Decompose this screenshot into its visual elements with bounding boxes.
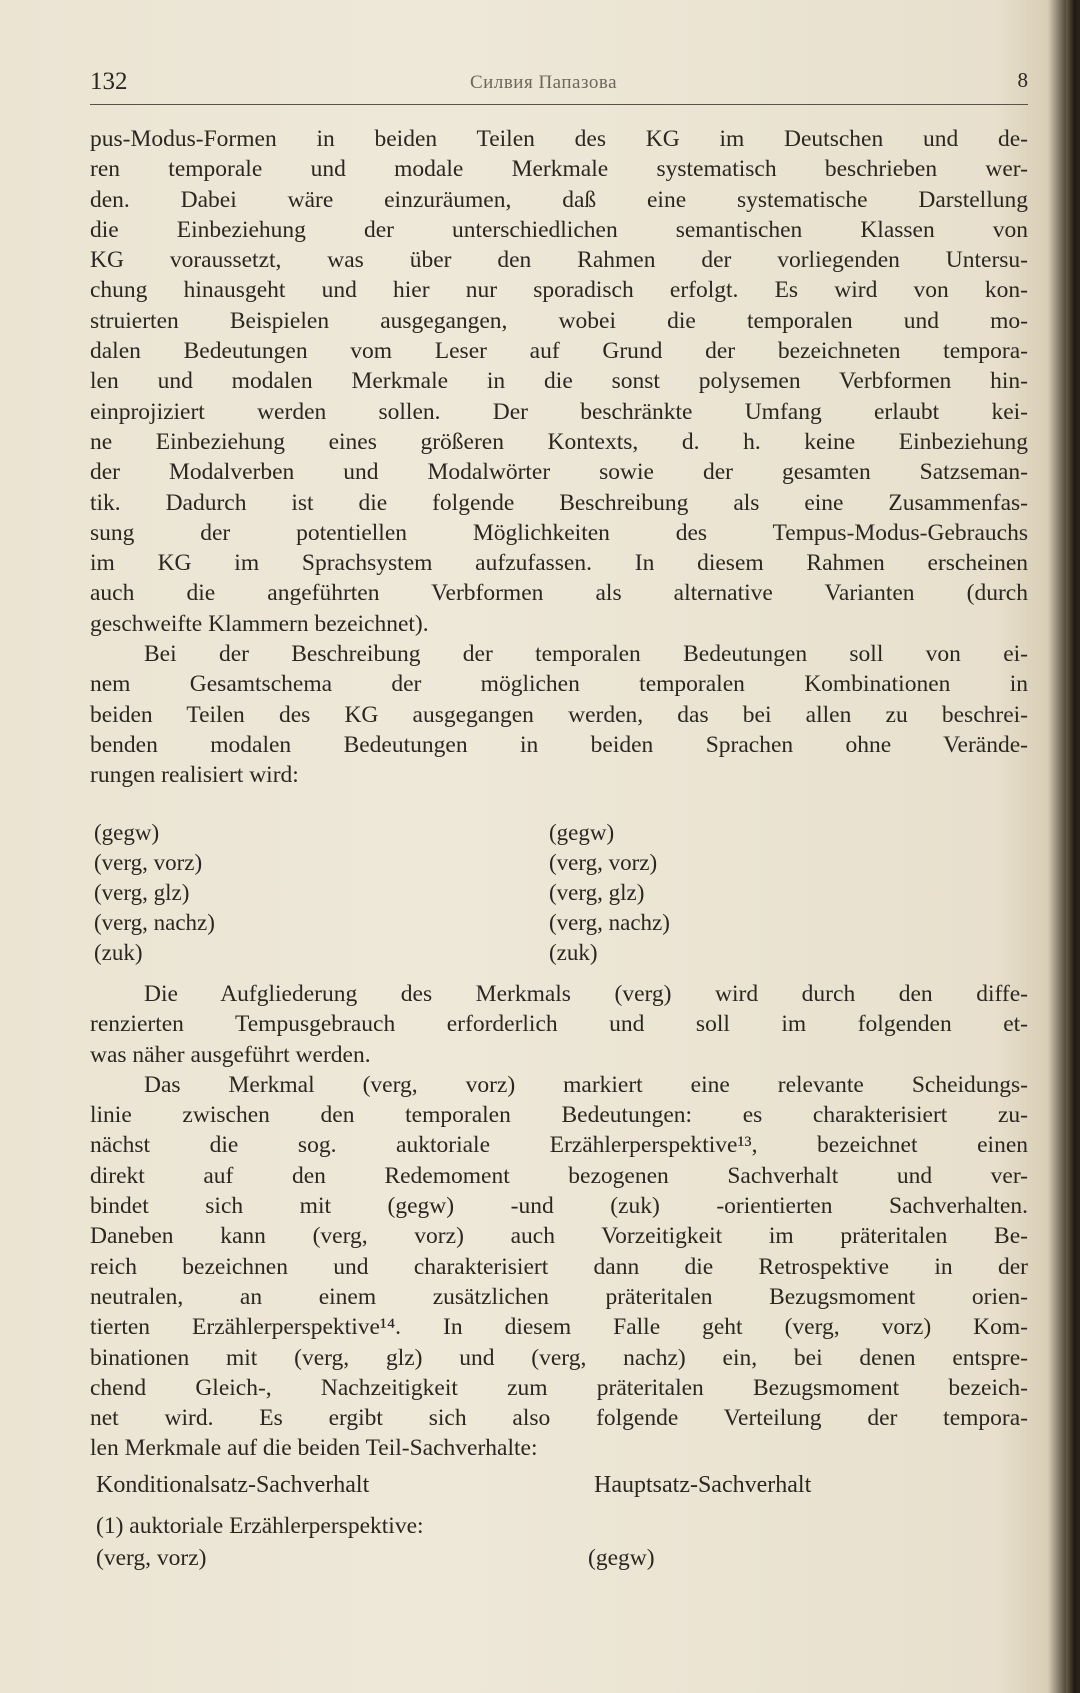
- paragraph-1: [90, 124, 1028, 639]
- paragraph-4: [90, 1070, 1028, 1464]
- scheme-left-item: (gegw): [94, 820, 160, 845]
- text-line: tik. Dadurch ist die folgende Beschreibung als eine Zusammenfas-: [90, 489, 1028, 516]
- paragraph-2: [90, 639, 1028, 790]
- item-1-left-value: (verg, vorz): [96, 1545, 207, 1571]
- text-line: len Merkmale auf die beiden Teil-Sachverhalte:: [90, 1435, 538, 1462]
- text-line: linie zwischen den temporalen Bedeutungen: es charakterisiert zu-: [90, 1102, 1028, 1129]
- text-line: chung hinausgeht und hier nur sporadisch erfolgt. Es wird von kon-: [90, 277, 1028, 304]
- text-line: reich bezeichnen und charakterisiert dann die Retrospektive in der: [90, 1253, 1028, 1280]
- text-line: im KG im Sprachsystem aufzufassen. In diesem Rahmen erscheinen: [90, 550, 1028, 577]
- text-line: rungen realisiert wird:: [90, 762, 299, 789]
- text-line: renzierten Tempusgebrauch erforderlich und soll im folgenden et-: [90, 1011, 1028, 1038]
- paragraph-3: [90, 979, 1028, 1070]
- text-line: pus-Modus-Formen in beiden Teilen des KG im Deutschen und de-: [90, 126, 1028, 152]
- text-line: Daneben kann (verg, vorz) auch Vorzeitigkeit im präteritalen Be-: [90, 1223, 1028, 1250]
- text-line: tierten Erzählerperspektive¹⁴. In diesem Falle geht (verg, vorz) Kom-: [90, 1314, 1028, 1341]
- text-line: beiden Teilen des KG ausgegangen werden, das bei allen zu beschrei-: [90, 701, 1028, 728]
- text-line: den. Dabei wäre einzuräumen, daß eine systematische Darstellung: [90, 186, 1028, 213]
- text-line: geschweifte Klammern bezeichnet).: [90, 610, 429, 637]
- text-line: Die Aufgliederung des Merkmals (verg) wird durch den diffe-: [144, 981, 1028, 1007]
- text-line: der Modalverben und Modalwörter sowie der gesamten Satzseman-: [90, 459, 1028, 486]
- text-line: bindet sich mit (gegw) -und (zuk) -orientierten Sachverhalten.: [90, 1193, 1028, 1220]
- text-line: dalen Bedeutungen vom Leser auf Grund der bezeichneten tempora-: [90, 338, 1028, 365]
- text-line: ren temporale und modale Merkmale systematisch beschrieben wer-: [90, 156, 1028, 183]
- text-line: Das Merkmal (verg, vorz) markiert eine relevante Scheidungs-: [144, 1071, 1028, 1098]
- body-text-2: [90, 979, 1028, 1464]
- text-line: die Einbeziehung der unterschiedlichen semantischen Klassen von: [90, 216, 1028, 243]
- text-line: einprojiziert werden sollen. Der beschränkte Umfang erlaubt kei-: [90, 398, 1028, 425]
- text-line: struierten Beispielen ausgegangen, wobei die temporalen und mo-: [90, 307, 1028, 334]
- text-line: auch die angeführten Verbformen als alternative Varianten (durch: [90, 580, 1028, 607]
- text-line: chend Gleich-, Nachzeitigkeit zum präteritalen Bezugsmoment bezeich-: [90, 1374, 1028, 1401]
- text-line: sung der potentiellen Möglichkeiten des Tempus-Modus-Gebrauchs: [90, 519, 1028, 546]
- text-line: Bei der Beschreibung der temporalen Bedeutungen soll von ei-: [144, 641, 1028, 668]
- page-number: 132: [90, 68, 128, 95]
- text-line: was näher ausgeführt werden.: [90, 1041, 371, 1068]
- text-line: direkt auf den Redemoment bezogenen Sachverhalt und ver-: [90, 1162, 1028, 1189]
- text-line: nächst die sog. auktoriale Erzählerperspektive¹³, bezeichnet einen: [90, 1132, 1028, 1159]
- text-line: ne Einbeziehung eines größeren Kontexts, d. h. keine Einbeziehung: [90, 428, 1028, 455]
- text-line: neutralen, an einem zusätzlichen präteritalen Bezugsmoment orien-: [90, 1283, 1028, 1310]
- text-line: nem Gesamtschema der möglichen temporalen Kombinationen in: [90, 671, 1028, 698]
- conditional-clause-heading: Konditionalsatz-Sachverhalt: [96, 1472, 370, 1498]
- text-line: KG voraussetzt, was über den Rahmen der vorliegenden Untersu-: [90, 247, 1028, 274]
- scheme-left-item: (verg, nachz): [94, 910, 215, 935]
- page-header: [90, 64, 1028, 105]
- scheme-left-item: (verg, vorz): [94, 850, 203, 875]
- text-line: benden modalen Bedeutungen in beiden Sprachen ohne Verände-: [90, 731, 1028, 758]
- scheme-left-item: (verg, glz): [94, 880, 190, 905]
- scheme-right-item: (zuk): [549, 940, 598, 965]
- main-clause-heading: Hauptsatz-Sachverhalt: [594, 1472, 812, 1498]
- running-title: Силвия Папазова: [470, 72, 618, 93]
- item-1-title: (1) auktoriale Erzählerperspektive:: [96, 1513, 424, 1539]
- text-line: len und modalen Merkmale in die sonst polysemen Verbformen hin-: [90, 368, 1028, 395]
- item-1-right-value: (gegw): [588, 1545, 655, 1571]
- text-line: net wird. Es ergibt sich also folgende Verteilung der tempora-: [90, 1405, 1028, 1432]
- section-number: 8: [1017, 68, 1028, 92]
- scheme-right-item: (verg, glz): [549, 880, 645, 905]
- scheme-right-item: (verg, nachz): [549, 910, 670, 935]
- scheme-left-item: (zuk): [94, 940, 143, 965]
- book-spine-shadow: [1066, 0, 1080, 1693]
- body-text: [90, 124, 1028, 791]
- text-line: binationen mit (verg, glz) und (verg, nachz) ein, bei denen entspre-: [90, 1344, 1028, 1371]
- scheme-right-item: (gegw): [549, 820, 615, 845]
- scheme-right-item: (verg, vorz): [549, 850, 658, 875]
